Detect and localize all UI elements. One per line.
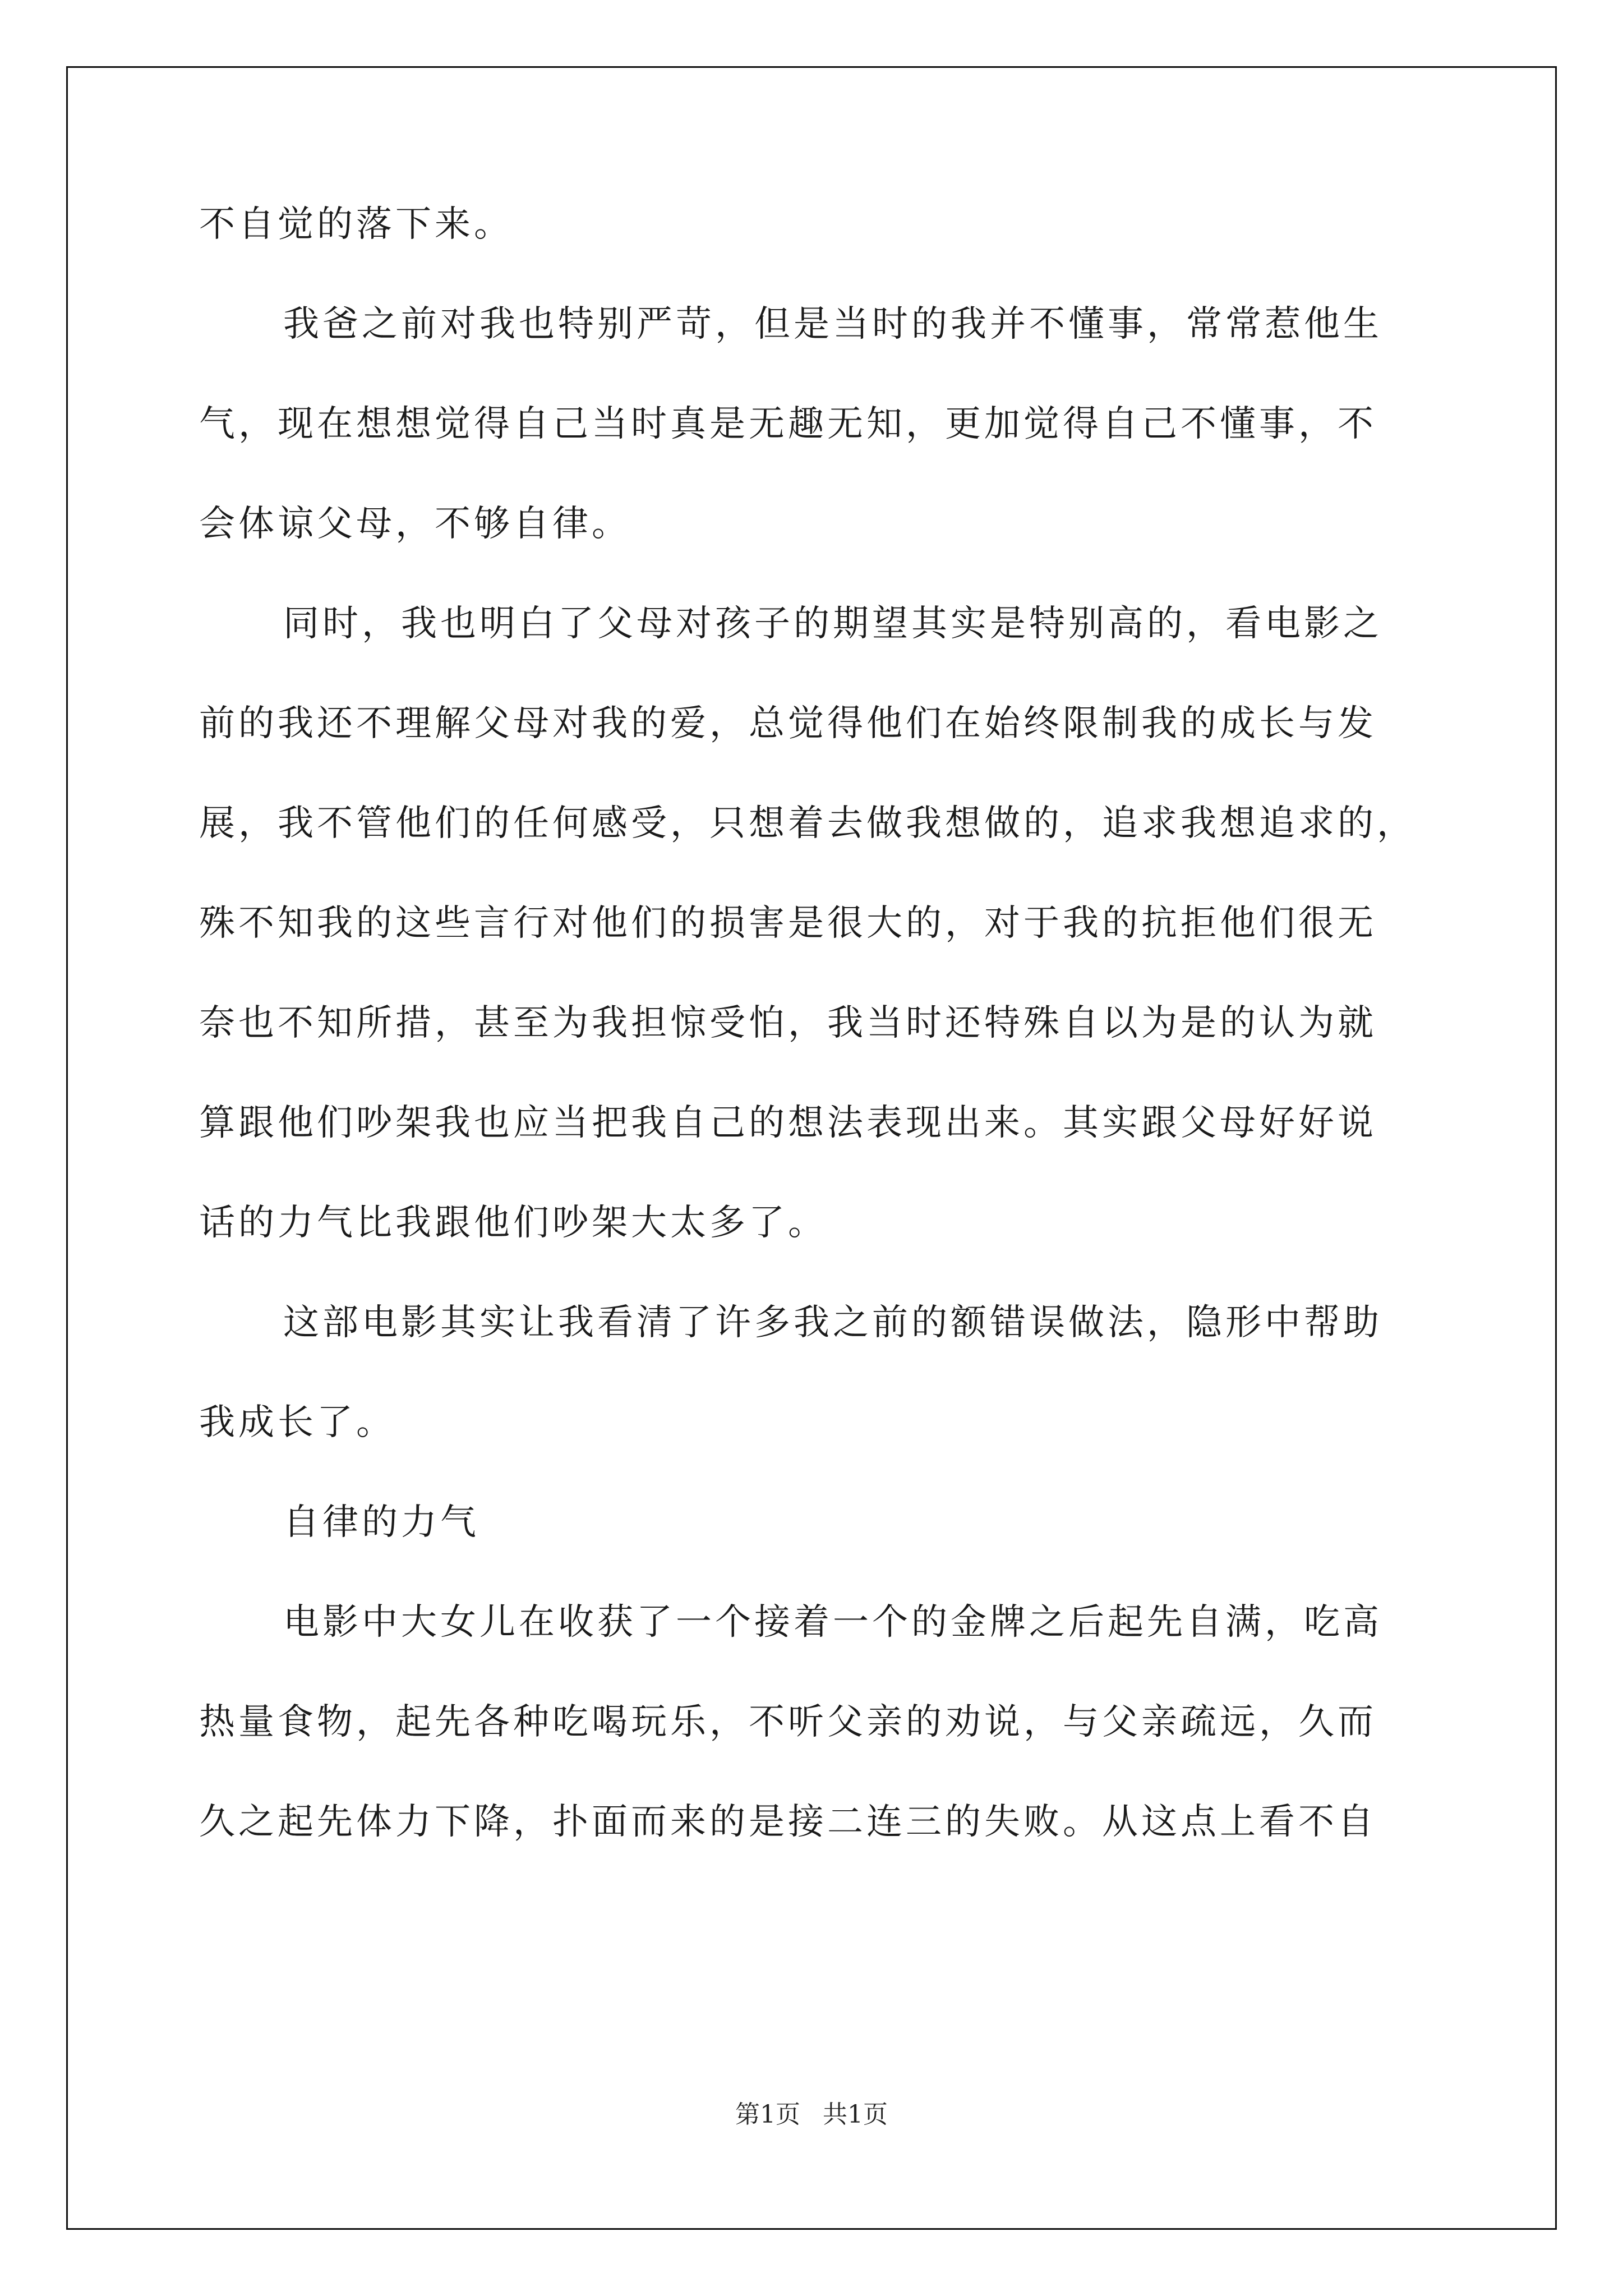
paragraph-start: 同时，我也明白了父母对孩子的期望其实是特别高的，看电影之 [283, 603, 1382, 645]
text-line: 会体谅父母，不够自律。 [199, 503, 631, 545]
text-line: 展，我不管他们的任何感受，只想着去做我想做的，追求我想追求的， [199, 803, 1416, 844]
text-line: 算跟他们吵架我也应当把我自己的想法表现出来。其实跟父母好好说 [199, 1102, 1377, 1144]
text-line: 热量食物，起先各种吃喝玩乐，不听父亲的劝说，与父亲疏远，久而 [199, 1701, 1377, 1743]
paragraph-start: 我爸之前对我也特别严苛，但是当时的我并不懂事，常常惹他生 [283, 303, 1382, 345]
text-line: 气，现在想想觉得自己当时真是无趣无知，更加觉得自己不懂事，不 [199, 403, 1377, 445]
paragraph-start: 这部电影其实让我看清了许多我之前的额错误做法，隐形中帮助 [283, 1302, 1382, 1343]
text-line: 久之起先体力下降，扑面而来的是接二连三的失败。从这点上看不自 [199, 1801, 1377, 1843]
text-line: 话的力气比我跟他们吵架大太多了。 [199, 1202, 827, 1244]
section-heading: 自律的力气 [283, 1502, 479, 1543]
text-line: 前的我还不理解父母对我的爱，总觉得他们在始终限制我的成长与发 [199, 703, 1377, 744]
text-line: 奈也不知所措，甚至为我担惊受怕，我当时还特殊自以为是的认为就 [199, 1002, 1377, 1044]
text-line: 不自觉的落下来。 [199, 204, 513, 245]
paragraph-start: 电影中大女儿在收获了一个接着一个的金牌之后起先自满，吃高 [283, 1602, 1382, 1643]
page-footer [0, 2098, 1623, 2132]
page-number: 第1页 [735, 2100, 800, 2129]
page-total: 共1页 [823, 2100, 888, 2129]
text-line: 我成长了。 [199, 1402, 395, 1443]
text-line: 殊不知我的这些言行对他们的损害是很大的，对于我的抗拒他们很无 [199, 903, 1377, 944]
